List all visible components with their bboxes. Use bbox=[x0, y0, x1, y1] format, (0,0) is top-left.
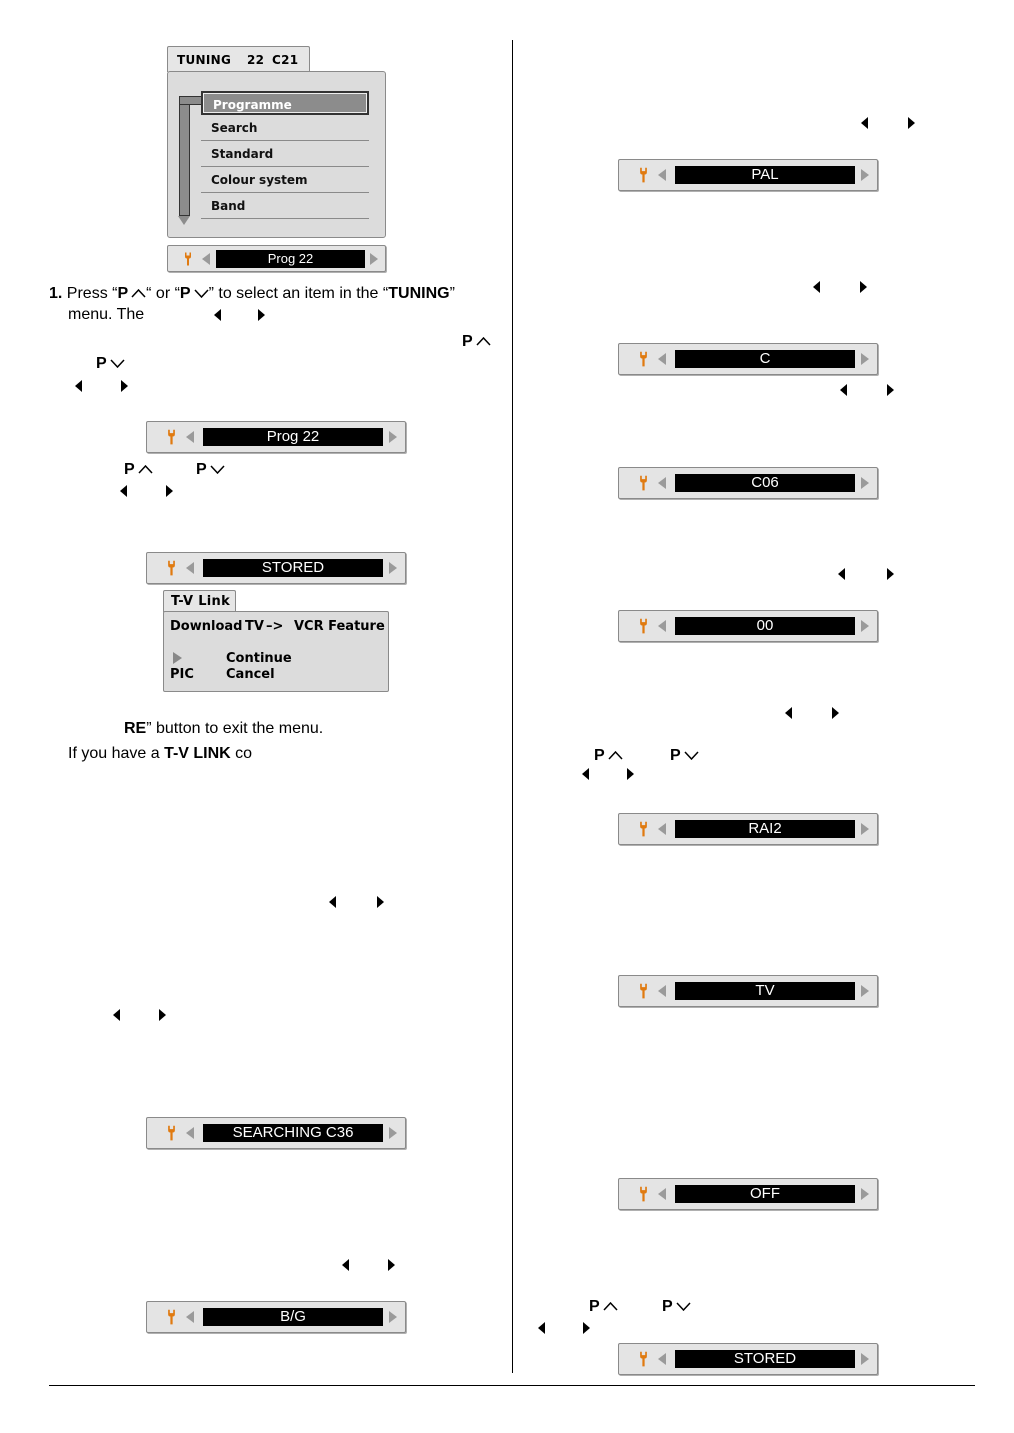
right-arrow-icon bbox=[861, 1188, 869, 1200]
left-arrow-icon bbox=[113, 1009, 120, 1021]
p-down-key: P bbox=[662, 1297, 691, 1317]
p-up-key: P bbox=[462, 332, 491, 352]
left-arrow-icon bbox=[658, 823, 666, 835]
left-arrow-icon bbox=[120, 485, 127, 497]
wrench-icon bbox=[639, 1187, 648, 1202]
menu-item-programme[interactable]: Programme bbox=[201, 91, 369, 115]
wrench-icon bbox=[639, 168, 648, 183]
tuning-menu-tab bbox=[167, 46, 310, 72]
tvlink-continue[interactable]: Continue bbox=[226, 651, 292, 666]
menu-scroll-connector bbox=[179, 96, 202, 105]
p-up-key: P bbox=[124, 460, 153, 480]
right-arrow-icon bbox=[832, 707, 839, 719]
right-arrow-icon bbox=[861, 169, 869, 181]
left-arrow-icon bbox=[861, 117, 868, 129]
left-arrow-icon bbox=[658, 353, 666, 365]
status-field: B/G bbox=[203, 1308, 383, 1326]
p-down-key: P bbox=[96, 354, 125, 374]
left-arrow-icon bbox=[186, 562, 194, 574]
play-icon bbox=[173, 652, 182, 664]
wrench-icon bbox=[167, 1126, 176, 1141]
wrench-icon bbox=[167, 1310, 176, 1325]
status-field: SEARCHING C36 bbox=[203, 1124, 383, 1142]
status-bar-pal bbox=[618, 159, 878, 191]
status-bar-stored-right bbox=[618, 1343, 878, 1375]
status-bar-prog bbox=[146, 421, 406, 453]
instr-end: ” bbox=[449, 285, 455, 302]
right-arrow-icon bbox=[388, 1259, 395, 1271]
instr-or: “ or “ bbox=[146, 285, 180, 302]
status-field: C06 bbox=[675, 474, 855, 492]
instr-rest: ” to select an item in the “ bbox=[208, 285, 389, 302]
chevron-down-icon bbox=[194, 289, 209, 298]
tvlink-tab-label: T-V Link bbox=[171, 594, 231, 609]
wrench-icon bbox=[639, 619, 648, 634]
status-field: STORED bbox=[675, 1350, 855, 1368]
right-arrow-icon bbox=[861, 620, 869, 632]
wrench-icon bbox=[639, 822, 648, 837]
left-arrow-icon bbox=[202, 253, 210, 265]
status-bar-tv bbox=[618, 975, 878, 1007]
right-arrow-icon bbox=[887, 384, 894, 396]
step-number: 1. bbox=[49, 285, 63, 302]
column-divider bbox=[512, 40, 513, 1373]
chevron-up-icon bbox=[131, 289, 146, 298]
status-bar-searching bbox=[146, 1117, 406, 1149]
right-arrow-icon bbox=[908, 117, 915, 129]
tvlink-instruction bbox=[68, 744, 252, 764]
left-arrow-icon bbox=[186, 431, 194, 443]
p-down-key: P bbox=[179, 285, 191, 302]
tvlink-panel bbox=[163, 611, 389, 692]
tuning-menu-title: TUNING bbox=[177, 53, 232, 67]
status-field: 00 bbox=[675, 617, 855, 635]
left-arrow-icon bbox=[214, 309, 221, 321]
right-arrow-icon bbox=[861, 823, 869, 835]
left-arrow-icon bbox=[186, 1127, 194, 1139]
left-arrow-icon bbox=[785, 707, 792, 719]
right-arrow-icon bbox=[389, 1127, 397, 1139]
status-bar-00 bbox=[618, 610, 878, 642]
right-arrow-icon bbox=[389, 562, 397, 574]
tvlink-vcr-feature: VCR Feature bbox=[294, 619, 385, 634]
right-arrow-icon bbox=[389, 431, 397, 443]
menu-item-standard[interactable]: Standard bbox=[201, 142, 369, 167]
left-arrow-icon bbox=[840, 384, 847, 396]
left-arrow-icon bbox=[813, 281, 820, 293]
p-down-key: P bbox=[196, 460, 225, 480]
right-arrow-icon bbox=[583, 1322, 590, 1334]
status-bar-prog-top bbox=[167, 245, 386, 272]
tvlink-arrow: –> bbox=[266, 619, 284, 634]
tuning-channel: C21 bbox=[272, 53, 299, 67]
right-arrow-icon bbox=[370, 253, 378, 265]
status-bar-off bbox=[618, 1178, 878, 1210]
status-field: RAI2 bbox=[675, 820, 855, 838]
left-arrow-icon bbox=[658, 169, 666, 181]
instr-line-2: menu. The bbox=[68, 306, 145, 323]
left-arrow-icon bbox=[658, 1188, 666, 1200]
exit-text: ” button to exit the menu. bbox=[146, 720, 324, 737]
right-arrow-icon bbox=[627, 768, 634, 780]
right-arrow-icon bbox=[861, 477, 869, 489]
wrench-icon bbox=[184, 252, 192, 265]
tvlink-tab bbox=[163, 590, 236, 612]
tvlink-bold: T-V LINK bbox=[164, 745, 231, 762]
wrench-icon bbox=[167, 430, 176, 445]
left-arrow-icon bbox=[658, 620, 666, 632]
left-arrow-icon bbox=[186, 1311, 194, 1323]
right-arrow-icon bbox=[258, 309, 265, 321]
p-up-key: P bbox=[589, 1297, 618, 1317]
left-arrow-icon bbox=[538, 1322, 545, 1334]
tvlink-tv: TV bbox=[245, 619, 264, 634]
menu-item-colour-system[interactable]: Colour system bbox=[201, 168, 369, 193]
status-field: PAL bbox=[675, 166, 855, 184]
tvlink-cancel[interactable]: Cancel bbox=[226, 667, 275, 682]
wrench-icon bbox=[167, 561, 176, 576]
status-bar-rai2 bbox=[618, 813, 878, 845]
exit-instruction bbox=[124, 719, 323, 739]
status-field: TV bbox=[675, 982, 855, 1000]
left-arrow-icon bbox=[342, 1259, 349, 1271]
tvlink-pic: PIC bbox=[170, 667, 194, 682]
menu-item-band[interactable]: Band bbox=[201, 194, 369, 219]
exit-text-bold: RE bbox=[124, 720, 147, 737]
tvlink-suffix: co bbox=[230, 745, 253, 762]
right-arrow-icon bbox=[861, 1353, 869, 1365]
status-field: Prog 22 bbox=[203, 428, 383, 446]
wrench-icon bbox=[639, 476, 648, 491]
status-field: STORED bbox=[203, 559, 383, 577]
instr-press: Press “ bbox=[66, 285, 118, 302]
footer-rule bbox=[49, 1385, 975, 1386]
scroll-down-icon bbox=[178, 216, 190, 225]
wrench-icon bbox=[639, 352, 648, 367]
wrench-icon bbox=[639, 984, 648, 999]
status-field: C bbox=[675, 350, 855, 368]
left-arrow-icon bbox=[658, 1353, 666, 1365]
left-arrow-icon bbox=[838, 568, 845, 580]
instr-menu-name: TUNING bbox=[388, 285, 450, 302]
tuning-menu-panel bbox=[167, 71, 386, 238]
tvlink-prefix: If you have a bbox=[68, 745, 165, 762]
right-arrow-icon bbox=[377, 896, 384, 908]
p-up-key: P bbox=[594, 746, 623, 766]
right-arrow-icon bbox=[389, 1311, 397, 1323]
right-arrow-icon bbox=[887, 568, 894, 580]
status-field: OFF bbox=[675, 1185, 855, 1203]
p-up-key: P bbox=[117, 285, 129, 302]
left-arrow-icon bbox=[75, 380, 82, 392]
instruction-step-1 bbox=[49, 284, 455, 304]
status-bar-c bbox=[618, 343, 878, 375]
status-bar-bg bbox=[146, 1301, 406, 1333]
right-arrow-icon bbox=[159, 1009, 166, 1021]
right-arrow-icon bbox=[860, 281, 867, 293]
wrench-icon bbox=[639, 1352, 648, 1367]
right-arrow-icon bbox=[166, 485, 173, 497]
left-arrow-icon bbox=[658, 477, 666, 489]
status-bar-stored bbox=[146, 552, 406, 584]
tuning-prog-number: 22 bbox=[247, 53, 265, 67]
tvlink-download: Download bbox=[170, 619, 243, 634]
right-arrow-icon bbox=[861, 353, 869, 365]
p-down-key: P bbox=[670, 746, 699, 766]
right-arrow-icon bbox=[121, 380, 128, 392]
status-bar-c06 bbox=[618, 467, 878, 499]
menu-scroll-rail bbox=[179, 96, 190, 216]
menu-item-search[interactable]: Search bbox=[201, 116, 369, 141]
left-arrow-icon bbox=[658, 985, 666, 997]
status-field: Prog 22 bbox=[216, 250, 365, 268]
left-arrow-icon bbox=[582, 768, 589, 780]
left-arrow-icon bbox=[329, 896, 336, 908]
right-arrow-icon bbox=[861, 985, 869, 997]
